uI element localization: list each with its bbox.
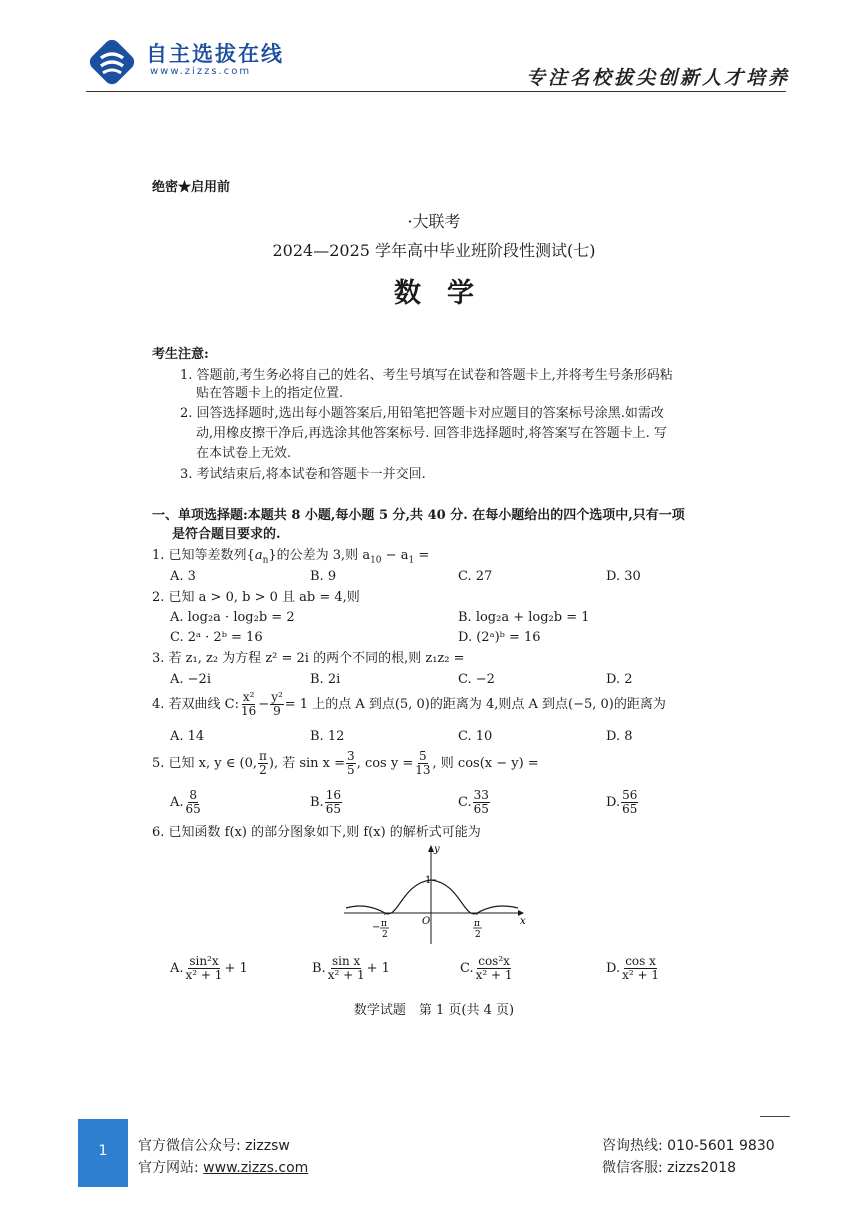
q4-option-a: A. 14 [170, 729, 205, 744]
header-divider [86, 91, 786, 92]
q2-option-c: C. 2ᵃ · 2ᵇ = 16 [170, 630, 263, 645]
graph-origin-label: O [422, 916, 431, 927]
q5-option-a: A. $\frac{8}{65}$ [170, 788, 201, 816]
graph-right-den: 2 [475, 930, 481, 940]
notice-item-1-cont: 贴在答题卡上的指定位置. [196, 386, 344, 401]
confidential-label: 绝密★启用前 [152, 180, 231, 195]
question-6-stem: 6. 已知函数 f(x) 的部分图象如下,则 f(x) 的解析式可能为 [152, 825, 481, 840]
footer-site-link[interactable]: www.zizzs.com [203, 1160, 309, 1176]
page-number: 1 [98, 1143, 108, 1159]
question-2-stem: 2. 已知 a > 0, b > 0 且 ab = 4,则 [152, 590, 360, 605]
footer-hotline: 咨询热线: 010-5601 9830 [602, 1138, 775, 1154]
footer-service: 微信客服: zizzs2018 [602, 1160, 737, 1176]
graph-left-minus: − [372, 922, 381, 933]
notice-item-2-cont: 动,用橡皮擦干净后,再选涂其他答案标号. 回答非选择题时,将答案写在答题卡上. 写 [196, 426, 667, 441]
q5-option-c: C. $\frac{33}{65}$ [458, 788, 489, 816]
question-4-stem: 4. 若双曲线 C: $\frac{\text{x²}}{16}$ − $\frac{\text{y²}}{9}$ = 1 上的点 A 到点(5, 0)的距离为 4,则点 A 到点(−5, 0)的距离为 [152, 690, 666, 718]
question-3-stem: 3. 若 z₁, z₂ 为方程 z² = 2i 的两个不同的根,则 z₁z₂ = [152, 651, 465, 666]
footer-site [138, 1157, 308, 1177]
q3-option-d: D. 2 [606, 672, 633, 687]
q6-option-a: A. $\frac{\text{sin²x}}{\text{x² + 1}}$ + 1 [170, 954, 248, 982]
q4-option-d: D. 8 [606, 729, 633, 744]
notice-item-2-cont2: 在本试卷上无效. [196, 446, 292, 461]
q1-option-b: B. 9 [310, 569, 337, 584]
notice-heading: 考生注意: [152, 347, 209, 362]
logo-url: www.zizzs.com [150, 66, 252, 77]
question-1-stem: 1. 已知等差数列$\{a_n\}$的公差为 3,则 $a_{10} - a_1$ = [152, 548, 430, 566]
q2-option-b: B. log₂a + log₂b = 1 [458, 610, 590, 625]
header-slogan: 专注名校拔尖创新人才培养 [525, 67, 790, 89]
exam-title: 2024—2025 学年高中毕业班阶段性测试(七) [272, 241, 596, 260]
q6-option-d: D. $\frac{\text{cos x}}{\text{x² + 1}}$ [606, 954, 659, 982]
function-graph [340, 838, 530, 948]
graph-curve [346, 880, 518, 914]
q3-option-b: B. 2i [310, 672, 341, 687]
graph-left-den: 2 [382, 930, 388, 940]
notice-item-1: 1. 答题前,考生务必将自己的姓名、考生号填写在试卷和答题卡上,并将考生号条形码粘 [180, 368, 673, 383]
q1-option-c: C. 27 [458, 569, 493, 584]
graph-left-num: π [381, 919, 387, 929]
section-heading-cont: 是符合题目要求的. [172, 527, 281, 542]
q5-option-d: D. $\frac{56}{65}$ [606, 788, 638, 816]
exam-series: ·大联考 [407, 212, 461, 231]
q2-option-d: D. (2ᵃ)ᵇ = 16 [458, 630, 541, 645]
graph-x-label: x [520, 916, 526, 927]
graph-y-label: y [434, 844, 440, 855]
footer-rule [760, 1116, 790, 1117]
logo-icon [86, 36, 138, 88]
footer-site-label: 官方网站: [138, 1160, 204, 1176]
q5-option-b: B. $\frac{16}{65}$ [310, 788, 341, 816]
q1-option-d: D. 30 [606, 569, 641, 584]
logo-text: 自主选拔在线 [146, 42, 284, 66]
q3-option-a: A. −2i [170, 672, 211, 687]
notice-item-3: 3. 考试结束后,将本试卷和答题卡一并交回. [180, 467, 426, 482]
question-5-stem: 5. 已知 x, y ∈ (0, $\frac{\pi}{2}$ ), 若 sin x = $\frac{3}{5}$ , cos y = $\frac{5}{13}$ , 则 cos(x − y) = [152, 749, 539, 777]
footer-wechat: 官方微信公众号: zizzsw [138, 1138, 290, 1154]
graph-one-label: 1 [425, 875, 432, 886]
q1-option-a: A. 3 [170, 569, 196, 584]
q6-option-b: B. $\frac{\text{sin x}}{\text{x² + 1}}$ + 1 [312, 954, 390, 982]
q4-option-b: B. 12 [310, 729, 345, 744]
q4-option-c: C. 10 [458, 729, 493, 744]
page-number-badge [78, 1119, 128, 1187]
q3-option-c: C. −2 [458, 672, 495, 687]
section-heading: 一、单项选择题:本题共 8 小题,每小题 5 分,共 40 分. 在每小题给出的四个选项中,只有一项 [152, 508, 685, 523]
q6-option-c: C. $\frac{\text{cos²x}}{\text{x² + 1}}$ [460, 954, 513, 982]
subject-title: 数学 [394, 278, 500, 309]
page-footer-label: 数学试题 第 1 页(共 4 页) [353, 1003, 515, 1018]
q2-option-a: A. log₂a · log₂b = 2 [170, 610, 295, 625]
graph-right-num: π [474, 919, 480, 929]
notice-item-2: 2. 回答选择题时,选出每小题答案后,用铅笔把答题卡对应题目的答案标号涂黑.如需改 [180, 406, 664, 421]
